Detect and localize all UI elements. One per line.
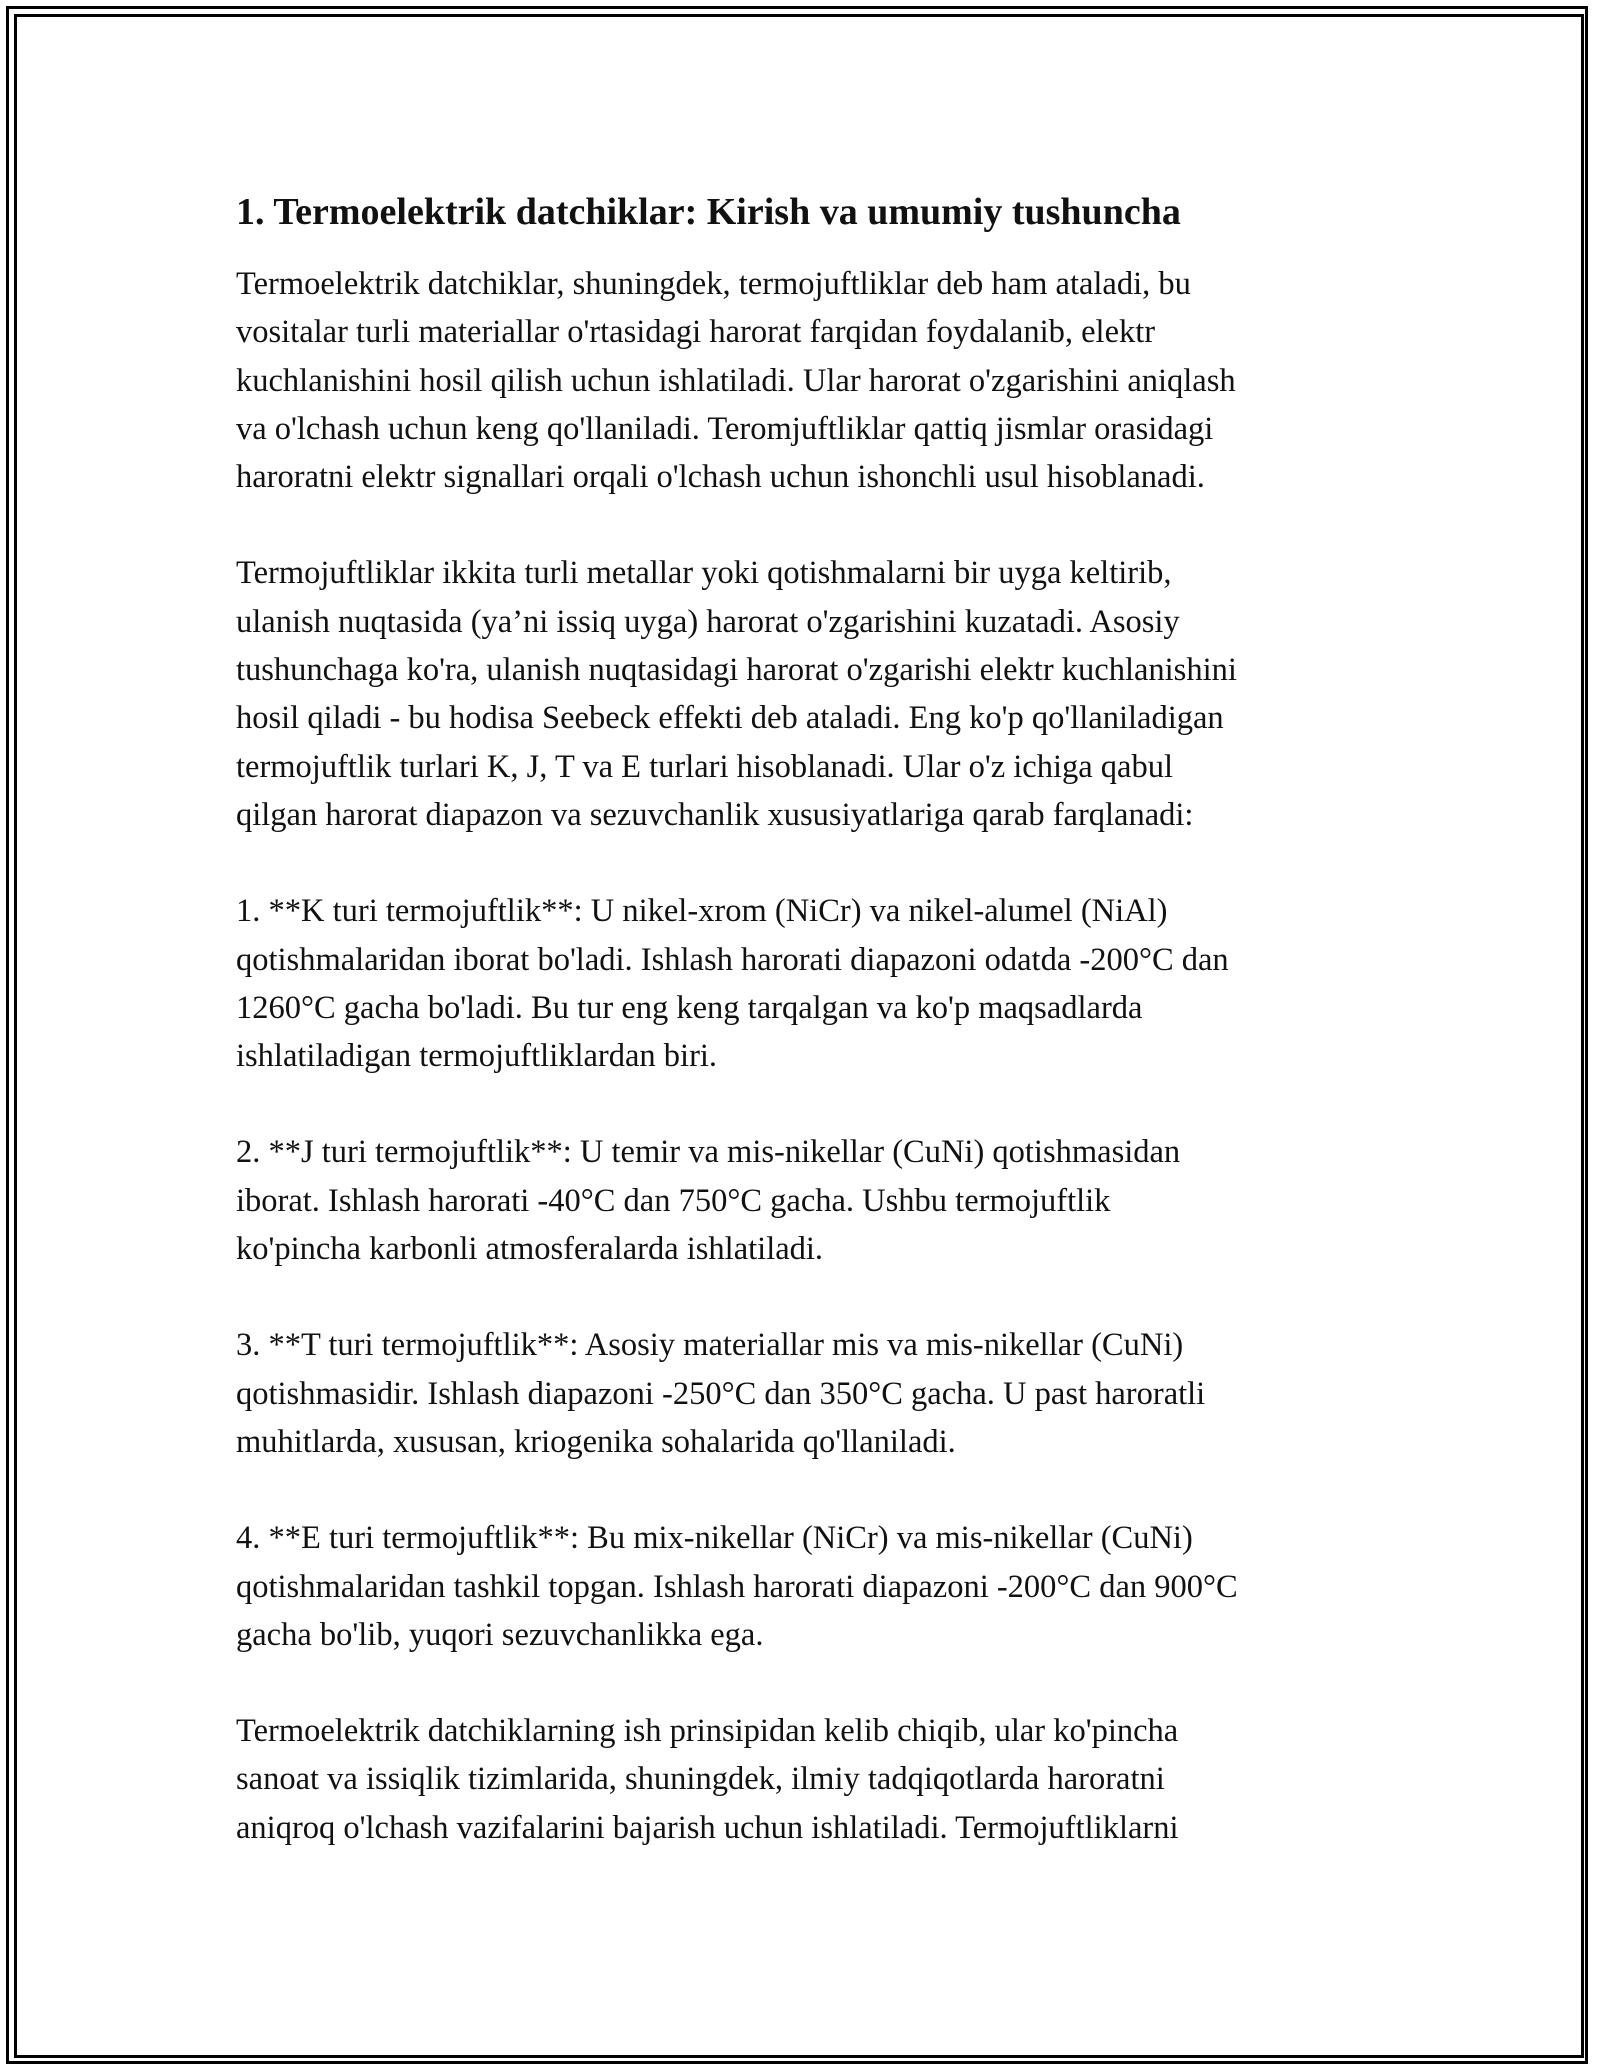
list-item-type-j: 2. **J turi termojuftlik**: U temir va mis-nikellar (CuNi) qotishmasidan iborat. Ishlash harorati -40°C dan 750°C gacha. Ushbu termojuftlik ko'pincha karbonli atmosferalarda ishlatiladi. bbox=[236, 1134, 1181, 1268]
list-item-type-t: 3. **T turi termojuftlik**: Asosiy materiallar mis va mis-nikellar (CuNi) qotishmasidir. Ishlash diapazoni -250°C dan 350°C gacha. U past haroratli muhitlarda, xususan, kriogenika sohalarida qo'llaniladi. bbox=[236, 1327, 1206, 1460]
section-heading: 1. Termoelektrik datchiklar: Kirish va umumiy tushuncha bbox=[236, 191, 1181, 233]
paragraph-applications: Termoelektrik datchiklarning ish prinsipidan kelib chiqib, ular ko'pincha sanoat va issiqlik tizimlarida, shuningdek, ilmiy tadqiqotlarda haroratni aniqroq o'lchash vazifalarini bajarish uchun ishlatiladi. Termojuftliklarni bbox=[236, 1713, 1179, 1846]
document-body bbox=[236, 186, 1376, 1900]
list-item-type-e: 4. **E turi termojuftlik**: Bu mix-nikellar (NiCr) va mis-nikellar (CuNi) qotishmalaridan tashkil topgan. Ishlash harorati diapazoni -200°C dan 900°C gacha bo'lib, yuqori sezuvchanlikka ega. bbox=[236, 1520, 1238, 1653]
paragraph-intro: Termoelektrik datchiklar, shuningdek, termojuftliklar deb ham ataladi, bu vositalar turli materiallar o'rtasidagi harorat farqidan foydalanib, elektr kuchlanishini hosil qilish uchun ishlatiladi. Ular harorat o'zgarishini aniqlash va o'lchash uchun keng qo'llaniladi. Teromjuftliklar qattiq jismlar orasidagi haroratni elektr signallari orqali o'lchash uchun ishonchli usul hisoblanadi. bbox=[236, 266, 1236, 496]
paragraph-principle: Termojuftliklar ikkita turli metallar yoki qotishmalarni bir uyga keltirib, ulanish nuqtasida (ya’ni issiq uyga) harorat o'zgarishini kuzatadi. Asosiy tushunchaga ko'ra, ulanish nuqtasidagi harorat o'zgarishi elektr kuchlanishini hosil qiladi - bu hodisa Seebeck effekti deb ataladi. Eng ko'p qo'llaniladigan termojuftlik turlari K, J, T va E turlari hisoblanadi. Ular o'z ichiga qabul qilgan harorat diapazon va sezuvchanlik xususiyatlariga qarab farqlanadi: bbox=[236, 555, 1237, 833]
list-item-type-k: 1. **K turi termojuftlik**: U nikel-xrom (NiCr) va nikel-alumel (NiAl) qotishmalaridan iborat bo'ladi. Ishlash harorati diapazoni odatda -200°C dan 1260°C gacha bo'ladi. Bu tur eng keng tarqalgan va ko'p maqsadlarda ishlatiladigan termojuftliklardan biri. bbox=[236, 893, 1229, 1075]
